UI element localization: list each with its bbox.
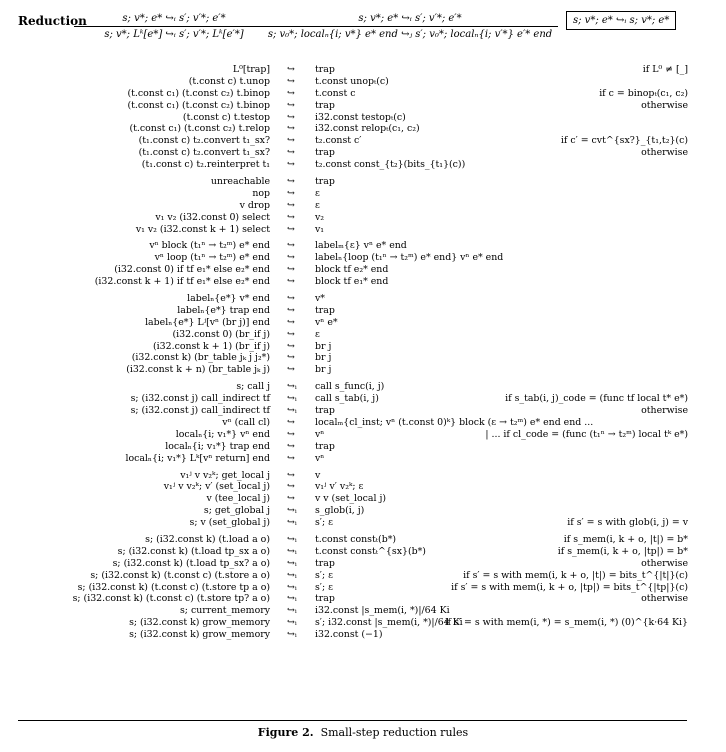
rule-lhs: localₙ{i; v₁*} Lᵏ[vⁿ return] end (125, 452, 270, 464)
reduction-rule (0, 135, 726, 147)
rule-lhs: labelₙ{e*} Lʲ[vⁿ (br j)] end (145, 316, 270, 328)
judgement-box: s; v*; e* ↪ᵢ s; v*; e* (566, 11, 676, 30)
reduction-rule (0, 364, 726, 376)
rule-lhs: vⁿ block (t₁ⁿ → t₂ᵐ) e* end (149, 240, 270, 252)
reduction-rule (0, 493, 726, 505)
rule-rhs: trap (315, 99, 335, 111)
rule-lhs: (t.const c) t.testop (182, 111, 270, 123)
local-rule (262, 12, 558, 41)
reduction-rule (0, 293, 726, 305)
rule-arr: ↪ (287, 416, 295, 428)
rule-rhs: vⁿ (315, 428, 325, 440)
rule-rhs: br j (315, 340, 332, 352)
rule-lhs: s; (i32.const j) call_indirect tf (130, 393, 270, 405)
rule-arr: ↪ (287, 469, 295, 481)
rule-rhs: s′; ε (315, 581, 333, 593)
reduction-rule (0, 481, 726, 493)
reduction-rule (0, 546, 726, 558)
rule-cond: otherwise (641, 147, 688, 159)
rule-lhs: L⁰[trap] (232, 64, 270, 75)
rule-lhs: (i32.const k) (br_table jₖ j j₂*) (131, 352, 270, 364)
reduction-rules (0, 64, 726, 641)
reduction-rule (0, 240, 726, 252)
rule-rhs: block tf e₂* end (315, 264, 389, 276)
rule-arr: ↪ (287, 240, 295, 252)
reduction-rule (0, 224, 726, 236)
rule-arr: ↪ (287, 187, 295, 199)
rule-lhs: labelₙ{e*} trap end (177, 304, 270, 316)
rule-lhs: v₁ʲ v v₂ᵏ; v′ (set_local j) (163, 481, 270, 493)
rule-rhs: ε (315, 328, 320, 340)
reduction-rule (0, 212, 726, 224)
rule-lhs: (i32.const 0) if tf e₁* else e₂* end (114, 264, 270, 276)
rule-lhs: (i32.const k + n) (br_table jₖ j) (126, 364, 270, 376)
rule-lhs: s; get_global j (203, 505, 270, 517)
reduction-rule (0, 329, 726, 341)
reduction-rule (0, 100, 726, 112)
rule-arr: ↪ (287, 452, 295, 464)
reduction-rule (0, 123, 726, 135)
rule-lhs: v₁ʲ v v₂ᵏ; get_local j (180, 469, 270, 481)
reduction-rule (0, 393, 726, 405)
reduction-rule (0, 188, 726, 200)
rule-cond: if s_mem(i, k + o, |t|) = b* (563, 533, 688, 545)
rule-lhs: (t₁.const c) t₂.convert t₁_sx? (138, 147, 270, 159)
reduction-rule (0, 593, 726, 605)
rule-rhs: s_glob(i, j) (315, 505, 365, 517)
rule-arr: ↪ (287, 264, 295, 276)
rule-arr: ↪ᵢ (287, 381, 297, 393)
rule-lhs: (i32.const 0) (br_if j) (172, 328, 270, 340)
reduction-rule (0, 176, 726, 188)
rule-rhs: trap (315, 557, 335, 569)
reduction-rule (0, 570, 726, 582)
rule-arr: ↪ (287, 328, 295, 340)
rule-rhs: trap (315, 405, 335, 417)
local-rule-conclusion: s; v₀*; localₙ{i; v*} e* end ↪ⱼ s′; v₀*; localₙ{i; v′*} e′* end (267, 29, 553, 40)
rule-cond: if s′ = s with mem(i, k + o, |t|) = bits_t^{|t|}(c) (463, 569, 688, 581)
reduction-rule (0, 88, 726, 100)
rule-lhs: (t.const c₁) (t.const c₂) t.relop (129, 123, 270, 135)
rule-rhs: call s_tab(i, j) (315, 393, 379, 405)
rule-cond: if L⁰ ≠ [_] (642, 64, 688, 75)
rule-rhs: i32.const |s_mem(i, *)|/64 Ki (315, 605, 450, 617)
reduction-rule (0, 605, 726, 617)
rule-arr: ↪ (287, 493, 295, 505)
reduction-rule (0, 147, 726, 159)
rule-lhs: v drop (239, 199, 270, 211)
rule-cond: otherwise (641, 405, 688, 417)
rule-cond: if s′ = s with mem(i, *) = s_mem(i, *) (0)^{k·64 Ki} (444, 617, 688, 629)
rule-rhs: t.const constₜ^{sx}(b*) (315, 545, 426, 557)
reduction-rule (0, 76, 726, 88)
rule-arr: ↪ (287, 75, 295, 87)
rule-arr: ↪ (287, 440, 295, 452)
reduction-rule (0, 617, 726, 629)
rule-rhs: labelₙ{loop (t₁ⁿ → t₂ᵐ) e* end} vⁿ e* end (315, 252, 504, 264)
context-rule (74, 12, 274, 41)
rule-lhs: (t.const c) t.unop (188, 75, 270, 87)
figure-caption (0, 726, 726, 739)
rule-arr: ↪ (287, 99, 295, 111)
reduction-rule (0, 341, 726, 353)
rule-arr: ↪ (287, 352, 295, 364)
rule-arr: ↪ (287, 340, 295, 352)
rule-rhs: t.const c (315, 87, 356, 99)
inference-bar (74, 26, 274, 27)
rule-lhs: s; call j (236, 381, 270, 393)
rule-arr: ↪ᵢ (287, 557, 297, 569)
rule-rhs: t.const constₜ(b*) (315, 533, 397, 545)
rule-rhs: v (315, 469, 321, 481)
rule-arr: ↪ᵢ (287, 545, 297, 557)
rule-arr: ↪ (287, 111, 295, 123)
rule-lhs: unreachable (210, 176, 270, 188)
rule-arr: ↪ᵢ (287, 393, 297, 405)
inference-bar (262, 26, 558, 27)
reduction-rule (0, 276, 726, 288)
reduction-rule (0, 200, 726, 212)
rule-cond: if s′ = s with glob(i, j) = v (567, 517, 688, 529)
reduction-rule (0, 112, 726, 124)
rule-lhs: s; (i32.const k) grow_memory (129, 617, 270, 629)
rule-rhs: v₂ (315, 211, 325, 223)
rule-rhs: v₁ (315, 223, 325, 235)
rule-rhs: s′; i32.const |s_mem(i, *)|/64 Ki (315, 617, 463, 629)
rule-lhs: v₁ v₂ (i32.const 0) select (155, 211, 270, 223)
rule-rhs: i32.const relopₜ(c₁, c₂) (315, 123, 420, 135)
rule-cond: if s_mem(i, k + o, |tp|) = b* (557, 545, 688, 557)
rule-cond: | ... if cl_code = (func (t₁ⁿ → t₂ᵐ) local tᵏ e*) (485, 428, 688, 440)
context-rule-premise: s; v*; e* ↪ᵢ s′; v′*; e′* (122, 13, 226, 24)
reduction-rule (0, 417, 726, 429)
rule-lhs: v₁ v₂ (i32.const k + 1) select (135, 223, 270, 235)
rule-arr: ↪ (287, 276, 295, 288)
rule-arr: ↪ (287, 199, 295, 211)
rule-arr: ↪ᵢ (287, 517, 297, 529)
section-title: Reduction (18, 14, 87, 28)
reduction-rule (0, 64, 726, 76)
rule-lhs: s; v (set_global j) (189, 517, 270, 529)
reduction-rule (0, 441, 726, 453)
rule-rhs: trap (315, 176, 335, 188)
rule-cond: otherwise (641, 593, 688, 605)
rule-arr: ↪ᵢ (287, 629, 297, 641)
reduction-rule (0, 317, 726, 329)
rule-rhs: t.const unopₜ(c) (315, 75, 389, 87)
reduction-rule (0, 558, 726, 570)
rule-arr: ↪ᵢ (287, 593, 297, 605)
rule-rhs: trap (315, 147, 335, 159)
context-rule-conclusion: s; v*; Lᵏ[e*] ↪ᵢ s′; v′*; Lᵏ[e′*] (104, 29, 244, 40)
reduction-rule (0, 381, 726, 393)
rule-arr: ↪ (287, 481, 295, 493)
rule-arr: ↪ (287, 316, 295, 328)
rule-lhs: localₙ{i; v₁*} vⁿ end (175, 428, 270, 440)
reduction-rule (0, 159, 726, 171)
rule-rhs: localₘ{cl_inst; vⁿ (t.const 0)ᵏ} block (ε → t₂ᵐ) e* end end ... (315, 416, 594, 428)
rule-arr: ↪ (287, 293, 295, 305)
rule-rhs: trap (315, 64, 335, 75)
rule-lhs: vⁿ (call cl) (222, 416, 270, 428)
rule-rhs: call s_func(i, j) (315, 381, 385, 393)
rule-arr: ↪ (287, 223, 295, 235)
reduction-rule (0, 264, 726, 276)
caption-text: Small-step reduction rules (320, 726, 469, 739)
rule-arr: ↪ (287, 159, 295, 171)
rule-rhs: s′; ε (315, 569, 333, 581)
reduction-rule (0, 305, 726, 317)
rule-lhs: s; (i32.const k) (t.const c) (t.store tp? a o) (72, 593, 270, 605)
rule-lhs: labelₙ{e*} v* end (187, 293, 270, 305)
rule-lhs: vⁿ loop (t₁ⁿ → t₂ᵐ) e* end (154, 252, 270, 264)
rule-lhs: s; (i32.const k) (t.load tp_sx? a o) (112, 557, 270, 569)
rule-rhs: v v (set_local j) (315, 493, 387, 505)
reduction-rule (0, 470, 726, 482)
reduction-rule (0, 582, 726, 594)
reduction-rule (0, 505, 726, 517)
rule-rhs: trap (315, 593, 335, 605)
rule-cond: otherwise (641, 557, 688, 569)
rule-arr: ↪ (287, 304, 295, 316)
rule-arr: ↪ᵢ (287, 605, 297, 617)
rule-lhs: (t₁.const c) t₂.convert t₁_sx? (138, 135, 270, 147)
rule-arr: ↪ (287, 87, 295, 99)
rule-arr: ↪ (287, 211, 295, 223)
rule-rhs: labelₘ{ε} vⁿ e* end (315, 240, 407, 252)
rule-rhs: vⁿ e* (315, 316, 338, 328)
rule-arr: ↪ᵢ (287, 405, 297, 417)
rule-arr: ↪ (287, 123, 295, 135)
rule-arr: ↪ (287, 364, 295, 376)
rule-rhs: br j (315, 352, 332, 364)
rule-rhs: block tf e₁* end (315, 276, 389, 288)
rule-rhs: s′; ε (315, 517, 333, 529)
reduction-rule (0, 517, 726, 529)
rule-arr: ↪ᵢ (287, 569, 297, 581)
caption-label: Figure 2. (257, 726, 314, 739)
rule-rhs: v* (315, 293, 325, 305)
rule-lhs: localₙ{i; v₁*} trap end (165, 440, 270, 452)
rule-lhs: (t.const c₁) (t.const c₂) t.binop (127, 87, 270, 99)
rule-arr: ↪ (287, 147, 295, 159)
rule-rhs: i32.const testopₜ(c) (315, 111, 406, 123)
rule-lhs: (t₁.const c) t₂.reinterpret t₁ (141, 159, 270, 171)
rule-lhs: (t.const c₁) (t.const c₂) t.binop (127, 99, 270, 111)
rule-lhs: s; (i32.const k) grow_memory (129, 629, 270, 641)
rule-lhs: s; (i32.const j) call_indirect tf (130, 405, 270, 417)
rule-rhs: i32.const (−1) (315, 629, 383, 641)
rule-cond: if c′ = cvt^{sx?}_{t₁,t₂}(c) (560, 135, 688, 147)
rule-cond: if s_tab(i, j)_code = (func tf local t* e*) (505, 393, 688, 405)
rule-arr: ↪ᵢ (287, 533, 297, 545)
rule-lhs: nop (252, 187, 270, 199)
rule-rhs: br j (315, 364, 332, 376)
reduction-rule (0, 405, 726, 417)
rule-cond: otherwise (641, 99, 688, 111)
rule-lhs: s; current_memory (180, 605, 270, 617)
rule-rhs: t₂.const c′ (315, 135, 362, 147)
local-rule-premise: s; v*; e* ↪ᵢ s′; v′*; e′* (358, 13, 462, 24)
rule-rhs: t₂.const const_{t₂}(bits_{t₁}(c)) (315, 159, 466, 171)
rule-arr: ↪ᵢ (287, 617, 297, 629)
reduction-rule (0, 352, 726, 364)
rule-arr: ↪ᵢ (287, 505, 297, 517)
rule-rhs: ε (315, 187, 320, 199)
rule-lhs: s; (i32.const k) (t.load tp_sx a o) (117, 545, 270, 557)
rule-rhs: v₁ʲ v′ v₂ᵏ; ε (315, 481, 364, 493)
rule-arr: ↪ (287, 176, 295, 188)
rule-arr: ↪ (287, 428, 295, 440)
rule-lhs: v (tee_local j) (206, 493, 270, 505)
reduction-rule (0, 534, 726, 546)
rule-lhs: s; (i32.const k) (t.const c) (t.store tp a o) (77, 581, 270, 593)
rule-rhs: ε (315, 199, 320, 211)
reduction-rule (0, 429, 726, 441)
rule-rhs: vⁿ (315, 452, 325, 464)
rule-cond: if c = binopₜ(c₁, c₂) (599, 87, 688, 99)
bottom-rule (18, 720, 687, 721)
rule-rhs: trap (315, 440, 335, 452)
reduction-rule (0, 629, 726, 641)
reduction-rule (0, 252, 726, 264)
rule-lhs: (i32.const k + 1) if tf e₁* else e₂* end (94, 276, 270, 288)
rule-arr: ↪ (287, 252, 295, 264)
rule-rhs: trap (315, 304, 335, 316)
rule-arr: ↪ᵢ (287, 581, 297, 593)
rule-arr: ↪ (287, 64, 295, 75)
rule-lhs: (i32.const k + 1) (br_if j) (153, 340, 270, 352)
rule-arr: ↪ (287, 135, 295, 147)
reduction-rule (0, 453, 726, 465)
rule-lhs: s; (i32.const k) (t.load a o) (145, 533, 270, 545)
rule-cond: if s′ = s with mem(i, k + o, |tp|) = bits_t^{|tp|}(c) (451, 581, 688, 593)
rule-lhs: s; (i32.const k) (t.const c) (t.store a o) (90, 569, 270, 581)
